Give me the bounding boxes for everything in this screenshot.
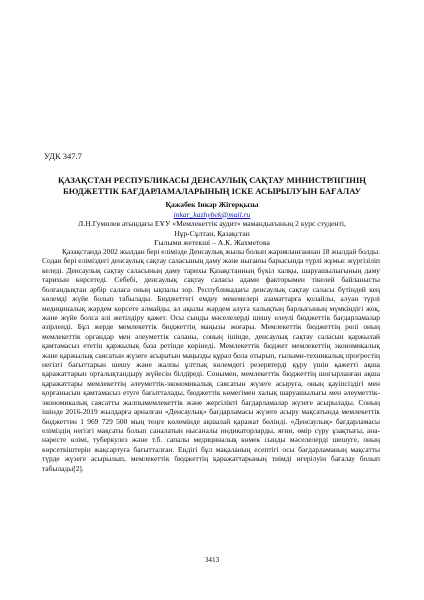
udc-code: УДК 347.7 xyxy=(44,151,82,161)
author-city: Нұр-Сұлтан, Қазақстан xyxy=(174,228,250,238)
paper-title xyxy=(44,175,380,197)
author-email-link[interactable]: inkar_kazhybek@mail.ru xyxy=(173,209,251,219)
paper-title-line-2: БЮДЖЕТТІК БАҒДАРЛАМАЛАРЫНЫҢ ІСКЕ АСЫРЫЛУЫН БАҒАЛАУ xyxy=(63,186,361,196)
author-block xyxy=(44,200,380,248)
body-text xyxy=(42,247,380,473)
paragraph: Қазақстанда 2002 жылдан бері елімізде Денсаулық жылы болып жарияланғаннан 18 жылдай болды. Содан бері еліміздегі денсаулық сақтау саласының даму және нығаюы барысында түрлі жұмыс жүргізіліп келеді. Денсаулық сақтау саласының даму тарихы Қазақстанның бүкіл халқы, шаруашылығының даму тарихын көрсетеді. Себебі, денсаулық сақтау саласы адами факторымен тікелей байланысты болғандықтан әрбір салаға оның ықпалы зор. Республикадағы денсаулық сақтау саласы бүтіндей кең көлемді жүйе болып табылады. Бюджеттегі емдеу мекемелері азаматтарға қолайлы, алуан түрлі медициналық жәрдем көрсете алмайды, ал ақылы жәрдем алуға халықтың барлығының мүмкіндігі жоқ, және жүйе болса әлі жетілдіру қажет. Осы сынды мәселелерді шешу елеулі бюджеттік бағдарламалар әзірленді. Бұл жерде мемлекеттік бюджеттің маңызы жоғары. Мемлекеттік бюджеттің рөлі оның мемлекеттік органдар мен әлеуметтік саланы, соның ішінде, денсаулық сақтау саласын қаржылай қамтамасыз ететін қаржылық база ретінде көрінеді. Мемлекеттік бюджет мемлекеттің экономикалық және қаржылық саясатын жүзеге асыратын маңызды құрал бола отырып, ғылыми-техникалық прогрестің негізгі бағыттарын шешу және жалпы ұлттық көлемдегі резервтерді құру үшін қажетті ақша қаражаттарын орталықтандыру жүйесін білдіреді. Сонымен, мемлекеттік бюджеттің шоғырланған ақша қаражаттары мемлекеттің әлеуметтік-экономикалық саясатын жүзеге асыруға, оның қауіпсіздігі мен қорғанысын қамтамасыз етуге бағытталады, бюджеттік көмегімен халық шаруашылығы мен әлеуметтік-экономикалық саясатты жалпымемлекеттік және жергілікті бағдарламалар жүзеге асырылады. Соның ішінде 2016-2019 жылдарға арналған «Денсаулық» бағдарламасы жүзеге асыру мақсатында мемлекеттік бюджеттен 1 969 729 500 мың теңге көлемінде ақшалай қаражат бөлінді. «Денсаулық» бағдарламасы еліміздің негізгі мақсаты болып саналатын нысаналы индикаторларды, яғни, өмір сүру ұзақтығы, ана-нәресте өлімі, туберкулез және т.б. сапалы медициналық көмек сынды мәселелерді шешуге, оның көрсеткіштерін жақсартуға бағытталған. Ендігі бұл мақаланың есептігі осы бағдарламаның мақсатты түрде жүзеге асырылып, мемлекеттік бюджеттің қаражаттарының тиімді игерілуін бағалау болып табылады[2]. xyxy=(42,247,380,473)
author-affiliation: Л.Н.Гумилев атындағы ЕҰУ «Мемлекеттік аудит» мамандығының 2 курс студенті, xyxy=(78,219,346,229)
author-name: Қажабек Інкәр Жігерқызы xyxy=(165,200,259,209)
paper-title-line-1: ҚАЗАҚСТАН РЕСПУБЛИКАСЫ ДЕНСАУЛЫҚ САҚТАУ МИНИСТРЛІГІНІҢ xyxy=(58,175,366,185)
supervisor: Ғылыми жетекші – А.К. Жахметова xyxy=(154,238,270,248)
page-number: 3413 xyxy=(204,556,220,564)
